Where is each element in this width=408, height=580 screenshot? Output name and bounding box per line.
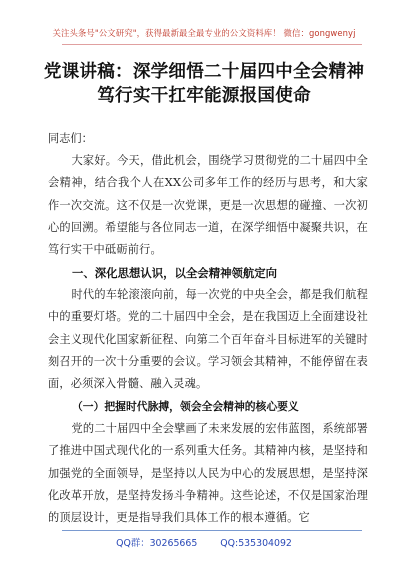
footer-qq-group: QQ群：30265665 [116, 538, 198, 549]
paragraph-text: 大家好。今天，借此机会，围绕学习贯彻党的二十届四中全会精神，结合我个人在XX公司多年工作的经历与思考，和大家作一次交流。这不仅是一次党课，更是一次思想的碰撞、一次初心的回溯。希望能与各位同志一道，在深学细悟中凝聚共识，在笃行实干中砥砺前行。 [48, 154, 368, 257]
footer [0, 535, 408, 549]
title-line-1: 党课讲稿：深学细悟二十届四中全会精神 [43, 62, 365, 82]
footer-qq: QQ:535304092 [220, 538, 292, 549]
paragraph-text: 时代的车轮滚滚向前，每一次党的中央全会，都是我们航程中的重要灯塔。党的二十届四中全会，是在我国迈上全面建设社会主义现代化国家新征程、向第二个百年奋斗目标进军的关键时刻召开的一次十分重要的会议。学习领会其精神，不能停留在表面，必须深入骨髓、融入灵魂。 [48, 288, 368, 391]
document-title [40, 60, 368, 108]
subsection-heading: （一）把握时代脉搏，领会全会精神的核心要义 [72, 400, 299, 413]
footer-divider [62, 530, 362, 531]
paragraph-section1 [48, 284, 368, 395]
paragraph-intro [48, 150, 368, 261]
paragraph-subsection1 [48, 418, 368, 528]
paragraph-text: 党的二十届四中全会擘画了未来发展的宏伟蓝图，系统部署了推进中国式现代化的一系列重大任务。其精神内核，是坚持和加强党的全面领导，是坚持以人民为中心的发展思想，是坚持深化改革开放，是坚持发扬斗争精神。这些论述，不仅是国家治理的顶层设计，更是指导我们具体工作的根本遵循。它 [48, 422, 368, 525]
salutation: 同志们： [48, 132, 93, 145]
header-note: 关注头条号"公文研究"，获得最新最全最专业的公文资料库！ 微信：gongwenyj [52, 28, 356, 38]
header-divider [62, 44, 362, 45]
section-heading: 一、深化思想认识，以全会精神领航定向 [72, 266, 278, 280]
title-line-2: 笃行实干扛牢能源报国使命 [97, 86, 311, 106]
